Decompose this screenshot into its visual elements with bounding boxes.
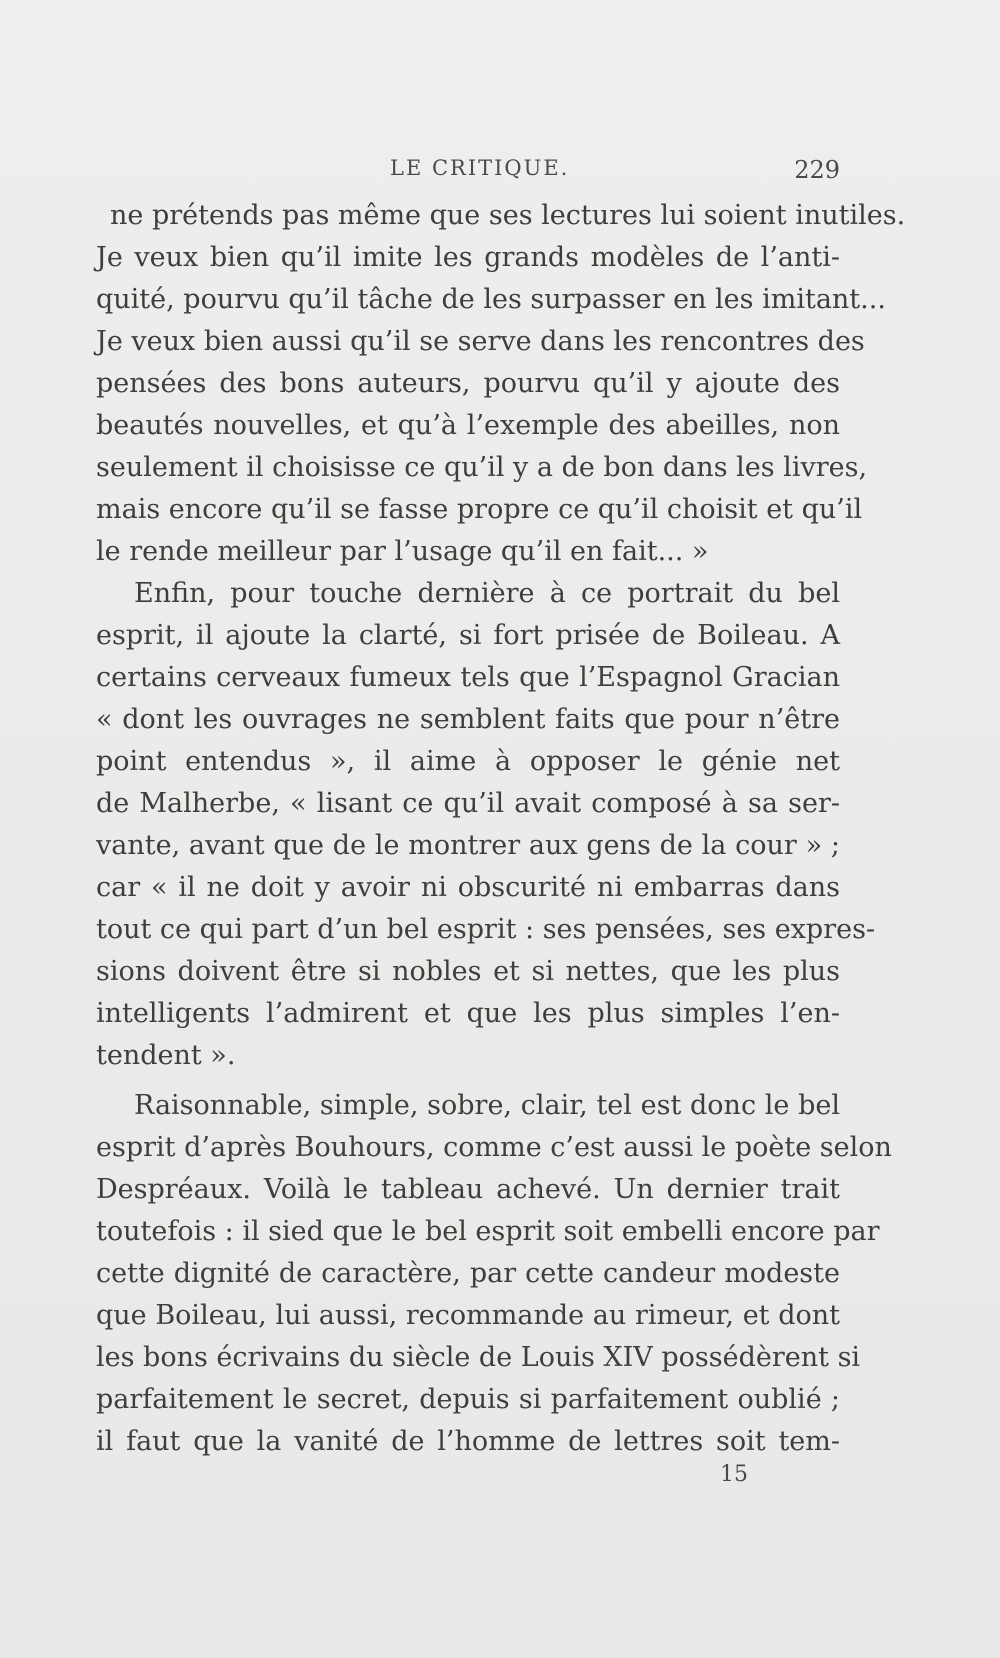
text-line: « dont les ouvrages ne semblent faits que pour n’être bbox=[96, 704, 840, 735]
text-line: sions doivent être si nobles et si nettes, que les plus bbox=[96, 956, 840, 987]
text-line: que Boileau, lui aussi, recommande au rimeur, et dont bbox=[96, 1300, 840, 1331]
text-line: pensées des bons auteurs, pourvu qu’il y ajoute des bbox=[96, 368, 840, 399]
page-header bbox=[96, 156, 840, 186]
text-line: Je veux bien qu’il imite les grands modèles de l’anti- bbox=[96, 242, 840, 273]
text-line: Despréaux. Voilà le tableau achevé. Un dernier trait bbox=[96, 1174, 840, 1205]
text-line: certains cerveaux fumeux tels que l’Espagnol Gracian bbox=[96, 662, 840, 693]
paragraph-gap bbox=[96, 1077, 840, 1085]
text-line: seulement il choisisse ce qu’il y a de bon dans les livres, bbox=[96, 452, 868, 483]
text-line: Enfin, pour touche dernière à ce portrait du bel bbox=[134, 578, 840, 609]
text-line: vante, avant que de le montrer aux gens de la cour » ; bbox=[96, 830, 840, 861]
text-line: tendent ». bbox=[96, 1040, 236, 1071]
text-line: les bons écrivains du siècle de Louis XIV possédèrent si bbox=[96, 1342, 861, 1373]
text-line: point entendus », il aime à opposer le génie net bbox=[96, 746, 840, 777]
text-line: il faut que la vanité de l’homme de lettres soit tem- bbox=[96, 1426, 840, 1457]
text-line: esprit, il ajoute la clarté, si fort prisée de Boileau. A bbox=[96, 620, 840, 651]
text-line: cette dignité de caractère, par cette candeur modeste bbox=[96, 1258, 840, 1289]
text-line: beautés nouvelles, et qu’à l’exemple des abeilles, non bbox=[96, 410, 840, 441]
text-line: Je veux bien aussi qu’il se serve dans les rencontres des bbox=[96, 326, 865, 357]
text-line: car « il ne doit y avoir ni obscurité ni embarras dans bbox=[96, 872, 840, 903]
text-line: le rende meilleur par l’usage qu’il en fait... » bbox=[96, 536, 709, 567]
text-line: intelligents l’admirent et que les plus simples l’en- bbox=[96, 998, 840, 1029]
text-line: ne prétends pas même que ses lectures lui soient inutiles. bbox=[110, 200, 906, 231]
signature-mark: 15 bbox=[720, 1462, 748, 1487]
text-line: esprit d’après Bouhours, comme c’est aussi le poète selon bbox=[96, 1132, 892, 1163]
page-number: 229 bbox=[794, 156, 840, 184]
text-line: tout ce qui part d’un bel esprit : ses pensées, ses expres- bbox=[96, 914, 876, 945]
text-line: Raisonnable, simple, sobre, clair, tel est donc le bel bbox=[134, 1090, 840, 1121]
text-line: toutefois : il sied que le bel esprit soit embelli encore par bbox=[96, 1216, 880, 1247]
body-text bbox=[96, 195, 906, 1463]
text-line: quité, pourvu qu’il tâche de les surpasser en les imitant... bbox=[96, 284, 886, 315]
text-line: de Malherbe, « lisant ce qu’il avait composé à sa ser- bbox=[96, 788, 840, 819]
text-line: mais encore qu’il se fasse propre ce qu’il choisit et qu’il bbox=[96, 494, 863, 525]
running-title: LE CRITIQUE. bbox=[390, 156, 570, 180]
text-line: parfaitement le secret, depuis si parfaitement oublié ; bbox=[96, 1384, 840, 1415]
